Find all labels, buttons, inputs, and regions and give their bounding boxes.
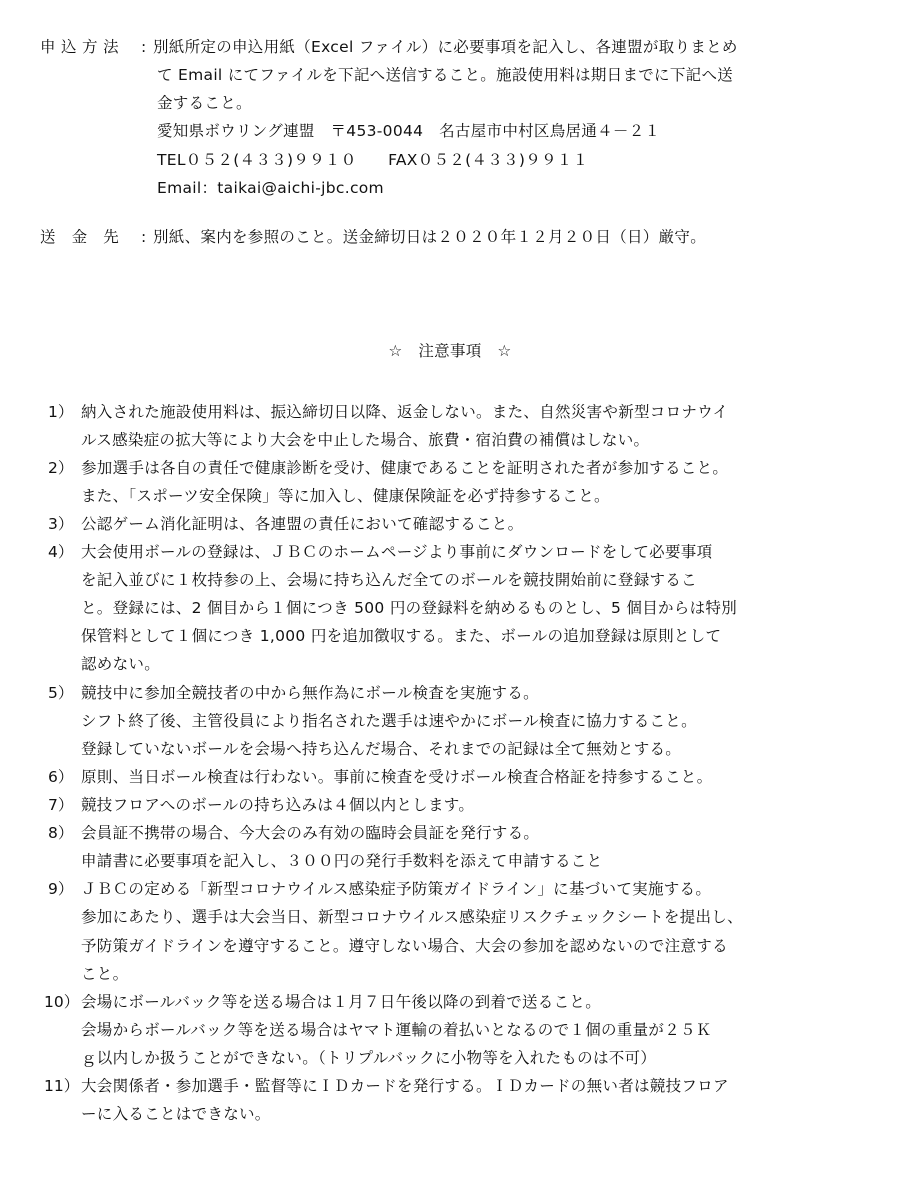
note-line: 納入された施設使用料は、振込締切日以降、返金しない。また、自然災害や新型コロナウイ bbox=[81, 403, 729, 421]
application-line-2: て Email にてファイルを下記へ送信すること。施設使用料は期日までに下記へ送 bbox=[157, 66, 734, 84]
note-number: 2） bbox=[48, 459, 74, 477]
note-number: 5） bbox=[48, 684, 74, 702]
note-line: ルス感染症の拡大等により大会を中止した場合、旅費・宿泊費の補償はしない。 bbox=[81, 431, 650, 449]
note-line: 申請書に必要事項を記入し、３００円の発行手数料を添えて申請すること bbox=[81, 852, 603, 870]
note-line: 会場にボールバック等を送る場合は１月７日午後以降の到着で送ること。 bbox=[81, 993, 602, 1011]
note-line: ＪＢＣの定める「新型コロナウイルス感染症予防策ガイドライン」に基づいて実施する。 bbox=[81, 880, 712, 898]
application-label: 申 込 方 法 bbox=[40, 38, 119, 56]
application-line-1: 別紙所定の申込用紙（Excel ファイル）に必要事項を記入し、各連盟が取りまとめ bbox=[153, 38, 738, 56]
remittance-label: 送 金 先 bbox=[40, 228, 120, 246]
note-number: 9） bbox=[48, 880, 74, 898]
note-line: 会場からボールバック等を送る場合はヤマト運輸の着払いとなるので１個の重量が２５Ｋ bbox=[81, 1021, 712, 1039]
remittance-text: 別紙、案内を参照のこと。送金締切日は２０２０年１２月２０日（日）厳守。 bbox=[153, 228, 707, 246]
remittance-colon: : bbox=[141, 228, 147, 246]
note-line: 大会使用ボールの登録は、ＪＢＣのホームページより事前にダウンロードをして必要事項 bbox=[81, 543, 713, 561]
note-line: 原則、当日ボール検査は行わない。事前に検査を受けボール検査合格証を持参すること。 bbox=[81, 768, 713, 786]
application-email: Email：taikai@aichi-jbc.com bbox=[157, 179, 384, 197]
note-number: 6） bbox=[48, 768, 74, 786]
application-colon: : bbox=[141, 38, 147, 56]
note-line: 参加選手は各自の責任で健康診断を受け、健康であることを証明された者が参加すること。 bbox=[81, 459, 729, 477]
application-line-3: 金すること。 bbox=[157, 94, 252, 112]
note-line: 予防策ガイドラインを遵守すること。遵守しない場合、大会の参加を認めないので注意する bbox=[81, 937, 728, 955]
note-line: 大会関係者・参加選手・監督等にＩＤカードを発行する。ＩＤカードの無い者は競技フロア bbox=[81, 1077, 729, 1095]
note-number: 8） bbox=[48, 824, 74, 842]
note-line: また、「スポーツ安全保険」等に加入し、健康保険証を必ず持参すること。 bbox=[81, 487, 610, 505]
note-line: 登録していないボールを会場へ持ち込んだ場合、それまでの記録は全て無効とする。 bbox=[81, 740, 682, 758]
note-line: 競技フロアへのボールの持ち込みは４個以内とします。 bbox=[81, 796, 475, 814]
note-number: 10） bbox=[44, 993, 80, 1011]
note-line: 保管料として１個につき 1,000 円を追加徴収する。また、ボールの追加登録は原則として bbox=[81, 627, 722, 645]
note-line: と。登録には、2 個目から１個につき 500 円の登録料を納めるものとし、5 個目からは特別 bbox=[81, 599, 738, 617]
note-line: を記入並びに１枚持参の上、会場に持ち込んだ全てのボールを競技開始前に登録するこ bbox=[81, 571, 697, 589]
application-address: 愛知県ボウリング連盟 〒453-0044 名古屋市中村区鳥居通４－２１ bbox=[157, 122, 661, 140]
application-phone-fax: TEL０５２(４３３)９９１０ FAX０５２(４３３)９９１１ bbox=[157, 151, 589, 169]
note-line: ｇ以内しか扱うことができない。（トリプルバックに小物等を入れたものは不可） bbox=[81, 1049, 657, 1067]
note-line: 会員証不携帯の場合、今大会のみ有効の臨時会員証を発行する。 bbox=[81, 824, 540, 842]
note-number: 4） bbox=[48, 543, 74, 561]
note-line: 参加にあたり、選手は大会当日、新型コロナウイルス感染症リスクチェックシートを提出し、 bbox=[81, 908, 743, 926]
note-line: 認めない。 bbox=[81, 655, 161, 673]
note-line: 公認ゲーム消化証明は、各連盟の責任において確認すること。 bbox=[81, 515, 524, 533]
note-line: 競技中に参加全競技者の中から無作為にボール検査を実施する。 bbox=[81, 684, 539, 702]
note-line: シフト終了後、主管役員により指名された選手は速やかにボール検査に協力すること。 bbox=[81, 712, 697, 730]
note-number: 1） bbox=[48, 403, 74, 421]
note-number: 3） bbox=[48, 515, 74, 533]
note-number: 7） bbox=[48, 796, 74, 814]
notes-title: ☆ 注意事項 ☆ bbox=[388, 342, 512, 360]
note-line: こと。 bbox=[81, 965, 129, 983]
note-number: 11） bbox=[44, 1077, 80, 1095]
note-line: ーに入ることはできない。 bbox=[81, 1105, 271, 1123]
